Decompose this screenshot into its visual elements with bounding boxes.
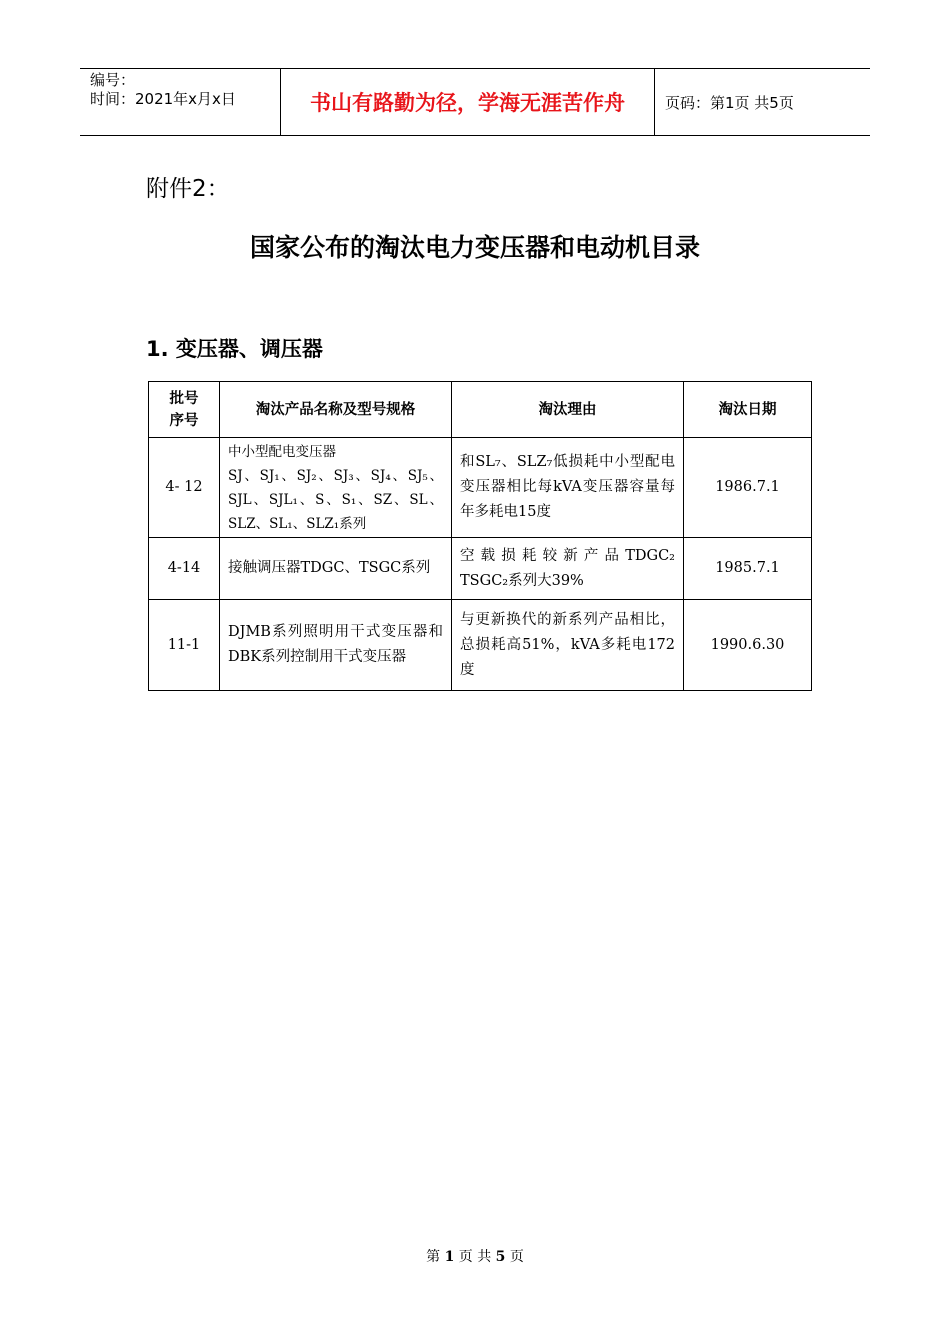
header-reason: 淘汰理由 [452,382,684,438]
row-product-name: DJMB系列照明用干式变压器和DBK系列控制用干式变压器 [220,600,452,691]
row-product-name: 中小型配电变压器 SJ、SJ₁、SJ₂、SJ₃、SJ₄、SJ₅、SJL、SJL₁、S、S₁、SZ、SL、SLZ、SL₁、SLZ₁系列 [220,438,452,538]
header-batch-serial: 批号 序号 [149,382,220,438]
row-id: 4-14 [149,538,220,600]
page-footer [0,1246,950,1266]
document-time-label: 时间：2021年x月x日 [90,90,236,108]
header-page-label: 页码：第1页 共5页 [665,93,794,112]
row-reason: 与更新换代的新系列产品相比，总损耗高51%，kVA多耗电172度 [452,600,684,691]
header-meta [80,69,281,135]
row-date: 1990.6.30 [684,600,812,691]
table-header-row [149,382,812,438]
header-product-name: 淘汰产品名称及型号规格 [220,382,452,438]
footer-total-pages: 5 [495,1249,506,1265]
footer-current-page: 1 [444,1249,455,1265]
document-title: 国家公布的淘汰电力变压器和电动机目录 [249,233,700,262]
row-date: 1986.7.1 [684,438,812,538]
row-product-name: 接触调压器TDGC、TSGC系列 [220,538,452,600]
footer-suffix: 页 [509,1249,524,1265]
row-reason: 和SL₇、SLZ₇低损耗中小型配电变压器相比每kVA变压器容量每年多耗电15度 [452,438,684,538]
table-row [149,538,812,600]
header-date: 淘汰日期 [684,382,812,438]
document-number-label: 编号： [90,71,136,89]
row-reason: 空载损耗较新产品TDGC₂ TSGC₂系列大39% [452,538,684,600]
eliminated-equipment-table [148,381,812,691]
table-row [149,438,812,538]
section-heading: 1. 变压器、调压器 [146,337,323,361]
table-row [149,600,812,691]
header-motto: 书山有路勤为径，学海无涯苦作舟 [281,69,655,135]
footer-middle: 页 共 [458,1249,492,1265]
footer-prefix: 第 [426,1249,441,1265]
attachment-label: 附件2： [146,176,230,202]
row-id: 4- 12 [149,438,220,538]
row-id: 11-1 [149,600,220,691]
row-date: 1985.7.1 [684,538,812,600]
page-header [80,68,870,136]
